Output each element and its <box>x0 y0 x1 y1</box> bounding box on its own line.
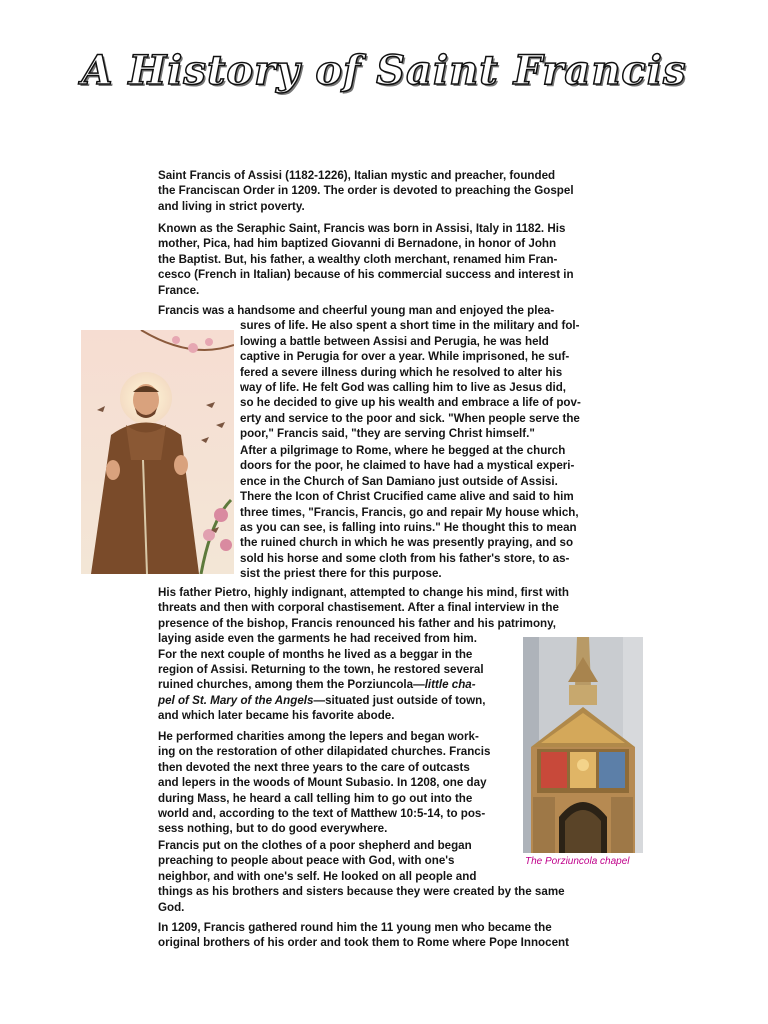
text-fragment: —situated just outside of town, <box>313 693 486 707</box>
text-line: His father Pietro, highly indignant, attempted to change his mind, first with <box>158 586 569 599</box>
text-line: laying aside even the garments he had received from him. <box>158 632 477 646</box>
text-line: as you can see, is falling into ruins." He thought this to mean <box>240 521 577 535</box>
paragraph-charities <box>158 729 518 837</box>
text-line: Saint Francis of Assisi (1182-1226), Italian mystic and preacher, founded <box>158 169 556 182</box>
text-line: He performed charities among the lepers and began work- <box>158 730 479 743</box>
paragraph-pilgrimage <box>240 443 620 582</box>
paragraph-intro <box>158 168 618 214</box>
text-line: poor," Francis said, "they are serving Christ himself." <box>240 427 535 441</box>
text-line: things as his brothers and sisters because they were created by the same <box>158 885 565 899</box>
text-line: original brothers of his order and took them to Rome where Pope Innocent <box>158 936 569 950</box>
saint-francis-image <box>81 330 234 574</box>
text-line: In 1209, Francis gathered round him the 11 young men who became the <box>158 921 552 934</box>
paragraph-birth <box>158 221 618 298</box>
text-line: ence in the Church of San Damiano just outside of Assisi. <box>240 474 558 488</box>
text-line: God. <box>158 900 185 914</box>
text-line: There the Icon of Christ Crucified came alive and said to him <box>240 490 574 504</box>
text-line: during Mass, he heard a call telling him to go out into the <box>158 791 473 805</box>
text-line: lowing a battle between Assisi and Perugia, he was held <box>240 334 549 348</box>
text-line: and which later became his favorite abode. <box>158 709 395 723</box>
text-line: sures of life. He also spent a short time in the military and fol- <box>240 319 580 333</box>
text-line: sold his horse and some cloth from his father's store, to as- <box>240 551 570 565</box>
text-line: way of life. He felt God was calling him to live as Jesus did, <box>240 381 567 395</box>
text-line: erty and service to the poor and sick. "When people serve the <box>240 411 580 425</box>
text-line: the Baptist. But, his father, a wealthy cloth merchant, renamed him Fran- <box>158 252 558 266</box>
text-line: Francis put on the clothes of a poor shepherd and began <box>158 839 472 852</box>
paragraph-order <box>158 920 618 951</box>
text-line: captive in Perugia for over a year. While imprisoned, he suf- <box>240 350 570 364</box>
text-line: then devoted the next three years to the care of outcasts <box>158 760 470 774</box>
italic-fragment: little cha- <box>424 678 476 692</box>
text-line: Known as the Seraphic Saint, Francis was born in Assisi, Italy in 1182. His <box>158 222 566 235</box>
text-line: three times, "Francis, Francis, go and repair My house which, <box>240 505 579 519</box>
text-line: fered a severe illness during which he resolved to alter his <box>240 365 563 379</box>
text-line: ing on the restoration of other dilapidated churches. Francis <box>158 745 491 759</box>
text-line: cesco (French in Italian) because of his commercial success and interest in <box>158 268 574 282</box>
text-line: and living in strict poverty. <box>158 199 305 213</box>
text-line: neighbor, and with one's self. He looked on all people and <box>158 869 477 883</box>
text-line: mother, Pica, had him baptized Giovanni di Bernadone, in honor of John <box>158 237 557 251</box>
text-line: and lepers in the woods of Mount Subasio. In 1208, one day <box>158 776 487 790</box>
porziuncola-chapel-image <box>523 637 643 853</box>
chapel-caption: The Porziuncola chapel <box>525 856 630 867</box>
text-line: Francis was a handsome and cheerful young man and enjoyed the plea- <box>158 304 555 317</box>
text-line: preaching to people about peace with God, with one's <box>158 854 455 868</box>
text-line: so he decided to give up his wealth and embrace a life of pov- <box>240 396 581 410</box>
text-line: presence of the bishop, Francis renounced his father and his patrimony, <box>158 616 556 630</box>
italic-fragment: pel of St. Mary of the Angels <box>158 693 314 707</box>
page-title: A History of Saint Francis <box>81 47 687 94</box>
text-fragment: ruined churches, among them the Porziuncola— <box>158 678 425 692</box>
text-line: For the next couple of months he lived as a beggar in the <box>158 647 473 661</box>
text-line: sess nothing, but to do good everywhere. <box>158 822 388 836</box>
text-line: the ruined church in which he was presently praying, and so <box>240 536 574 550</box>
text-line: region of Assisi. Returning to the town, he restored several <box>158 663 484 677</box>
text-line: the Franciscan Order in 1209. The order is devoted to preaching the Gospel <box>158 184 574 198</box>
text-line: sist the priest there for this purpose. <box>240 567 442 581</box>
text-line: doors for the poor, he claimed to have had a mystical experi- <box>240 459 575 473</box>
text-line: After a pilgrimage to Rome, where he begged at the church <box>240 444 566 457</box>
text-line: world and, according to the text of Matthew 10:5-14, to pos- <box>158 807 486 821</box>
text-line: France. <box>158 283 200 297</box>
text-line: threats and then with corporal chastisement. After a final interview in the <box>158 601 559 615</box>
